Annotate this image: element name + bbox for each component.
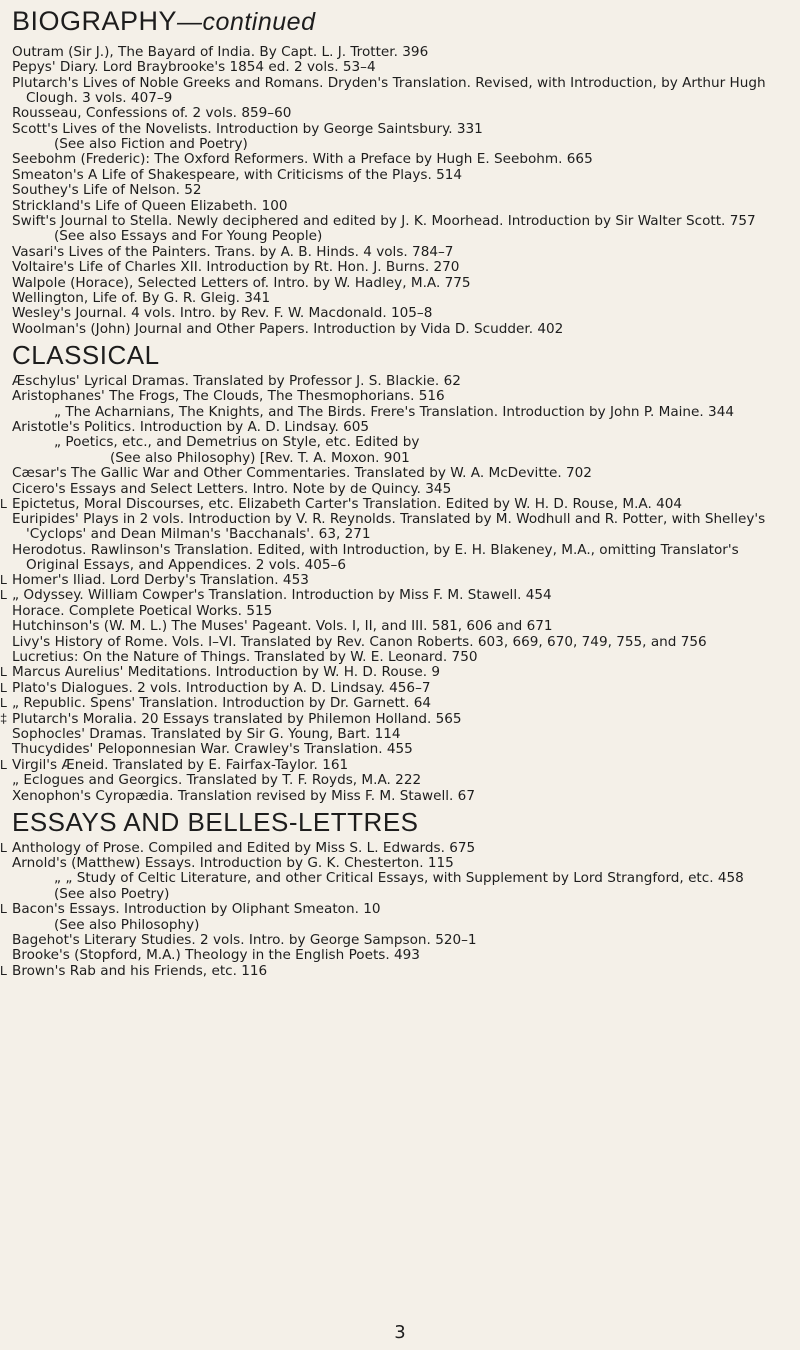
edition-marker: L: [0, 679, 8, 695]
entry-text: Lucretius: On the Nature of Things. Translated by W. E. Leonard. 750: [12, 649, 478, 666]
entry-text: Woolman's (John) Journal and Other Papers. Introduction by Vida D. Scudder. 402: [12, 320, 564, 337]
list-item: [12, 291, 790, 306]
page-number: 3: [394, 1322, 406, 1343]
list-item: [12, 420, 790, 435]
list-item: [0, 495, 790, 512]
entry-text: Virgil's Æneid. Translated by E. Fairfax-Taylor. 161: [12, 756, 349, 773]
entry-text: Horace. Complete Poetical Works. 515: [12, 602, 273, 619]
list-item: [12, 245, 790, 260]
entry-text: Plato's Dialogues. 2 vols. Introduction by A. D. Lindsay. 456–7: [12, 679, 431, 696]
entry-text: „ Odyssey. William Cowper's Translation. Introduction by Miss F. M. Stawell. 454: [12, 587, 552, 604]
entry-text: Vasari's Lives of the Painters. Trans. by A. B. Hinds. 4 vols. 784–7: [12, 243, 454, 260]
entry-text: Walpole (Horace), Selected Letters of. Intro. by W. Hadley, M.A. 775: [12, 274, 471, 291]
entry-text: Brooke's (Stopford, M.A.) Theology in the English Poets. 493: [12, 947, 420, 964]
list-item: [0, 695, 790, 712]
list-item: [12, 322, 790, 337]
entry-text: Strickland's Life of Queen Elizabeth. 100: [12, 197, 288, 214]
list-item: [12, 152, 790, 167]
list-item: [12, 742, 790, 757]
list-item: [0, 587, 790, 604]
entry-text: Aristotle's Politics. Introduction by A. D. Lindsay. 605: [12, 418, 370, 435]
edition-marker: L: [0, 839, 8, 855]
section-title-essays: ESSAYS AND BELLES-LETTRES: [12, 806, 419, 837]
entry-text: Cicero's Essays and Select Letters. Intro. Note by de Quincy. 345: [12, 480, 452, 497]
entry-text: Outram (Sir J.), The Bayard of India. By Capt. L. J. Trotter. 396: [12, 44, 429, 60]
entry-text: Arnold's (Matthew) Essays. Introduction by G. K. Chesterton. 115: [12, 855, 454, 871]
essays-list: [0, 839, 790, 979]
list-item: [12, 773, 790, 788]
entry-text: (See also Fiction and Poetry): [54, 135, 248, 152]
entry-text: Hutchinson's (W. M. L.) The Muses' Pageant. Vols. I, II, and III. 581, 606 and 671: [12, 618, 553, 635]
biography-list: [12, 45, 790, 337]
entry-text: Epictetus, Moral Discourses, etc. Elizabeth Carter's Translation. Edited by W. H. D. Rouse, M.A. 404: [12, 495, 683, 512]
list-item: [12, 727, 790, 742]
entry-text: (See also Poetry): [54, 885, 170, 902]
entry-text: Plutarch's Moralia. 20 Essays translated by Philemon Holland. 565: [12, 710, 462, 727]
list-item: [12, 619, 790, 634]
classical-list: [0, 372, 790, 804]
edition-marker: L: [0, 962, 8, 978]
entry-text: Bagehot's Literary Studies. 2 vols. Intro. by George Sampson. 520–1: [12, 932, 477, 949]
list-item: [0, 756, 790, 773]
edition-marker: L: [0, 756, 8, 772]
list-item: [12, 122, 790, 137]
entry-text: Xenophon's Cyropædia. Translation revised by Miss F. M. Stawell. 67: [12, 787, 475, 804]
list-item: [0, 679, 790, 696]
entry-text: Seebohm (Frederic): The Oxford Reformers. With a Preface by Hugh E. Seebohm. 665: [12, 151, 593, 168]
list-item: [12, 451, 790, 466]
entry-text: Livy's History of Rome. Vols. I–VI. Translated by Rev. Canon Roberts. 603, 669, 670, 749, 755, and 756: [12, 633, 707, 650]
list-item: [12, 168, 790, 183]
list-item: [12, 405, 790, 420]
edition-marker: L: [0, 695, 8, 711]
list-item: [12, 650, 790, 665]
entry-text: „ Poetics, etc., and Demetrius on Style, etc. Edited by: [54, 434, 420, 451]
entry-text: Wesley's Journal. 4 vols. Intro. by Rev. F. W. Macdonald. 105–8: [12, 305, 433, 322]
list-item: [12, 45, 790, 60]
entry-text: Thucydides' Peloponnesian War. Crawley's Translation. 455: [12, 741, 413, 758]
list-item: [12, 106, 790, 121]
entry-text: Aristophanes' The Frogs, The Clouds, The Thesmophorians. 516: [12, 388, 445, 405]
entry-text: Euripides' Plays in 2 vols. Introduction by V. R. Reynolds. Translated by M. Wodhull and R. Potter, with Shelley's 'Cyclops' and Dean Milman's 'Bacchanals'. 63, 271: [12, 511, 766, 543]
entry-text: Æschylus' Lyrical Dramas. Translated by Professor J. S. Blackie. 62: [12, 372, 461, 389]
list-item: [12, 76, 790, 106]
entry-text: Anthology of Prose. Compiled and Edited by Miss S. L. Edwards. 675: [12, 839, 476, 856]
edition-marker: L: [0, 664, 8, 680]
entry-text: Wellington, Life of. By G. R. Gleig. 341: [12, 290, 271, 306]
list-item: [12, 466, 790, 481]
section-title-classical: CLASSICAL: [12, 339, 160, 370]
list-item: [12, 435, 790, 450]
list-item: [12, 60, 790, 75]
entry-text: Sophocles' Dramas. Translated by Sir G. Young, Bart. 114: [12, 726, 401, 743]
list-item: [12, 482, 790, 497]
entry-text: Southey's Life of Nelson. 52: [12, 182, 202, 199]
list-item: [12, 374, 790, 389]
edition-marker: ‡: [0, 710, 8, 726]
list-item: [0, 839, 790, 856]
list-item: [12, 512, 790, 542]
list-item: [12, 229, 790, 244]
list-item: [12, 137, 790, 152]
entry-text: „ Republic. Spens' Translation. Introduction by Dr. Garnett. 64: [12, 695, 432, 712]
entry-text: Voltaire's Life of Charles XII. Introduction by Rt. Hon. J. Burns. 270: [12, 259, 460, 276]
entry-text: Brown's Rab and his Friends, etc. 116: [12, 962, 268, 979]
entry-text: Homer's Iliad. Lord Derby's Translation. 453: [12, 572, 309, 588]
list-item: [12, 948, 790, 963]
list-item: [12, 543, 790, 573]
list-item: [12, 389, 790, 404]
entry-text: Marcus Aurelius' Meditations. Introduction by W. H. D. Rouse. 9: [12, 664, 441, 681]
header-continued: —continued: [177, 8, 316, 36]
entry-text: Rousseau, Confessions of. 2 vols. 859–60: [12, 105, 292, 122]
list-item: [12, 260, 790, 275]
list-item: [12, 199, 790, 214]
entry-text: Cæsar's The Gallic War and Other Commentaries. Translated by W. A. McDevitte. 702: [12, 465, 592, 482]
list-item: [0, 664, 790, 681]
entry-text: Bacon's Essays. Introduction by Oliphant Smeaton. 10: [12, 901, 381, 918]
entry-text: (See also Essays and For Young People): [54, 228, 323, 245]
list-item: [0, 901, 790, 918]
list-item: [12, 276, 790, 291]
entry-text: Herodotus. Rawlinson's Translation. Edited, with Introduction, by E. H. Blakeney, M.A., omitting Translator's Original Essays, and Appendices. 2 vols. 405–6: [12, 541, 739, 573]
list-item: [12, 887, 790, 902]
entry-text: „ „ Study of Celtic Literature, and other Critical Essays, with Supplement by Lord Strangford, etc. 458: [54, 870, 744, 887]
entry-text: Scott's Lives of the Novelists. Introduction by George Saintsbury. 331: [12, 120, 483, 137]
list-item: [12, 306, 790, 321]
entry-text: Swift's Journal to Stella. Newly deciphered and edited by J. K. Moorhead. Introduction by Sir Walter Scott. 757: [12, 212, 756, 229]
list-item: [12, 214, 790, 229]
entry-text: „ Eclogues and Georgics. Translated by T. F. Royds, M.A. 222: [12, 772, 422, 789]
list-item: [12, 604, 790, 619]
header-title: BIOGRAPHY: [12, 6, 178, 36]
entry-text: (See also Philosophy): [54, 916, 200, 933]
list-item: [0, 962, 790, 979]
list-item: [12, 933, 790, 948]
list-item: [0, 710, 790, 727]
page-header: [12, 4, 790, 39]
entry-text: Smeaton's A Life of Shakespeare, with Criticisms of the Plays. 514: [12, 166, 463, 183]
edition-marker: L: [0, 587, 8, 603]
entry-text: Plutarch's Lives of Noble Greeks and Romans. Dryden's Translation. Revised, with Introduction, by Arthur Hugh Clough. 3 vols. 407–9: [12, 74, 766, 106]
edition-marker: L: [0, 495, 8, 511]
entry-text: (See also Philosophy) [Rev. T. A. Moxon. 901: [110, 449, 410, 466]
edition-marker: L: [0, 901, 8, 917]
entry-text: Pepys' Diary. Lord Braybrooke's 1854 ed. 2 vols. 53–4: [12, 59, 376, 76]
entry-text: „ The Acharnians, The Knights, and The Birds. Frere's Translation. Introduction by John P. Maine. 344: [54, 403, 734, 420]
list-item: [12, 871, 790, 886]
list-item: [12, 918, 790, 933]
list-item: [12, 789, 790, 804]
list-item: [12, 183, 790, 198]
list-item: [0, 572, 790, 588]
list-item: [12, 635, 790, 650]
edition-marker: L: [0, 572, 8, 587]
list-item: [12, 856, 790, 871]
